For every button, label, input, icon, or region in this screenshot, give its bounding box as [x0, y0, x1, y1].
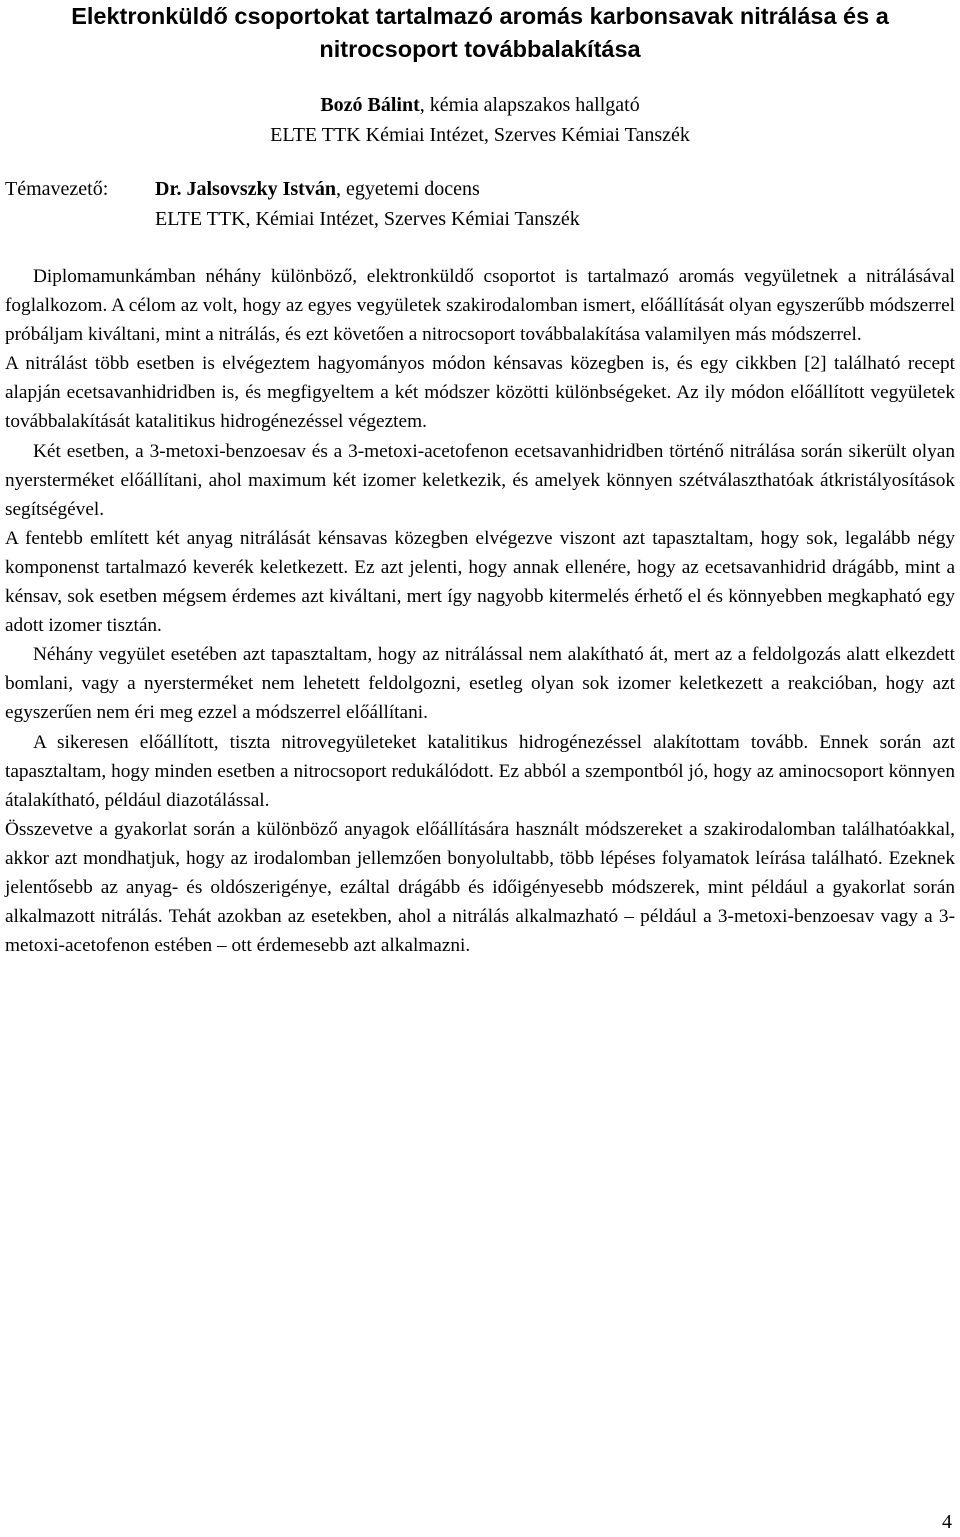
abstract-paragraph: A sikeresen előállított, tiszta nitrovegyületeket katalitikus hidrogénezéssel alakítottam tovább. Ennek során azt tapasztaltam, hogy minden esetben a nitrocsoport redukálódott. Ez abból a szempontból jó, hogy az aminocsoport könnyen átalakítható, például diazotálással.	[5, 731, 955, 811]
abstract-body	[5, 262, 955, 960]
author-name: Bozó Bálint	[320, 94, 420, 116]
abstract-paragraph: Néhány vegyület esetében azt tapasztaltam, hogy az nitrálással nem alakítható át, mert az a feldolgozás alatt elkezdett bomlani, vagy a nyersterméket nem lehetett feldolgozni, esetleg olyan sok izomer keletkezett a reakcióban, hogy azt egyszerűen nem éri meg ezzel a módszerrel előállítani.	[5, 644, 955, 724]
author-line	[200, 90, 760, 120]
supervisor-label: Témavezető:	[5, 178, 109, 200]
author-affiliation: ELTE TTK Kémiai Intézet, Szerves Kémiai Tanszék	[270, 124, 690, 146]
page-number: 4	[942, 1511, 952, 1533]
supervisor-affiliation: ELTE TTK, Kémiai Intézet, Szerves Kémiai Tanszék	[155, 208, 580, 230]
abstract-paragraph: A fentebb említett két anyag nitrálását kénsavas közegben elvégezve viszont azt tapasztaltam, hogy sok, legalább négy komponenst tartalmazó keverék keletkezett. Ez azt jelenti, hogy annak ellenére, hogy az ecetsavanhidrid drágább, mint a kénsav, sok esetben mégsem érdemes azt kiváltani, mert így nagyobb kitermelés érhető el és könnyebben megkapható egy adott izomer tisztán.	[5, 527, 955, 637]
supervisor-block	[155, 174, 935, 234]
supervisor-name: Dr. Jalsovszky István	[155, 178, 336, 200]
document-title: Elektronküldő csoportokat tartalmazó aromás karbonsavak nitrálása és a nitrocsoport továbbalakítása	[71, 3, 889, 62]
abstract-paragraph: Összevetve a gyakorlat során a különböző anyagok előállítására használt módszereket a szakirodalomban találhatóakkal, akkor azt mondhatjuk, hogy az irodalomban jellemzően bonyolultabb, több lépéses folyamatok leírása található. Ezeknek jelentősebb az anyag- és oldószerigénye, ezáltal drágább és időigényesebb módszerek, mint például a gyakorlat során alkalmazott nitrálás. Tehát azokban az esetekben, ahol a nitrálás alkalmazható – például a 3-metoxi-benzoesav vagy a 3-metoxi-acetofenon estében – ott érdemesebb azt alkalmazni.	[5, 818, 955, 957]
abstract-paragraph: A nitrálást több esetben is elvégeztem hagyományos módon kénsavas közegben is, és egy cikkben [2] található recept alapján ecetsavanhidridben is, és megfigyeltem a két módszer közötti különbségeket. Az ily módon előállított vegyületek továbbalakítását katalitikus hidrogénezéssel végeztem.	[5, 353, 955, 433]
abstract-paragraph: Diplomamunkámban néhány különböző, elektronküldő csoportot is tartalmazó aromás vegyületnek a nitrálásával foglalkozom. A célom az volt, hogy az egyes vegyületek szakirodalomban ismert, előállítását olyan egyszerűbb módszerrel próbáljam kiváltani, mint a nitrálás, és ezt követően a nitrocsoport továbbalakítása valamilyen más módszerrel.	[5, 266, 955, 346]
supervisor-line	[155, 174, 935, 204]
supervisor-title: , egyetemi docens	[335, 178, 480, 200]
author-block	[200, 90, 760, 150]
abstract-paragraph: Két esetben, a 3-metoxi-benzoesav és a 3-metoxi-acetofenon ecetsavanhidridben történő nitrálása során sikerült olyan nyersterméket előállítani, ahol maximum két izomer keletkezik, és amelyek könnyen szétválaszthatóak átkristályosítások segítségével.	[5, 440, 955, 520]
author-role: , kémia alapszakos hallgató	[419, 94, 640, 116]
